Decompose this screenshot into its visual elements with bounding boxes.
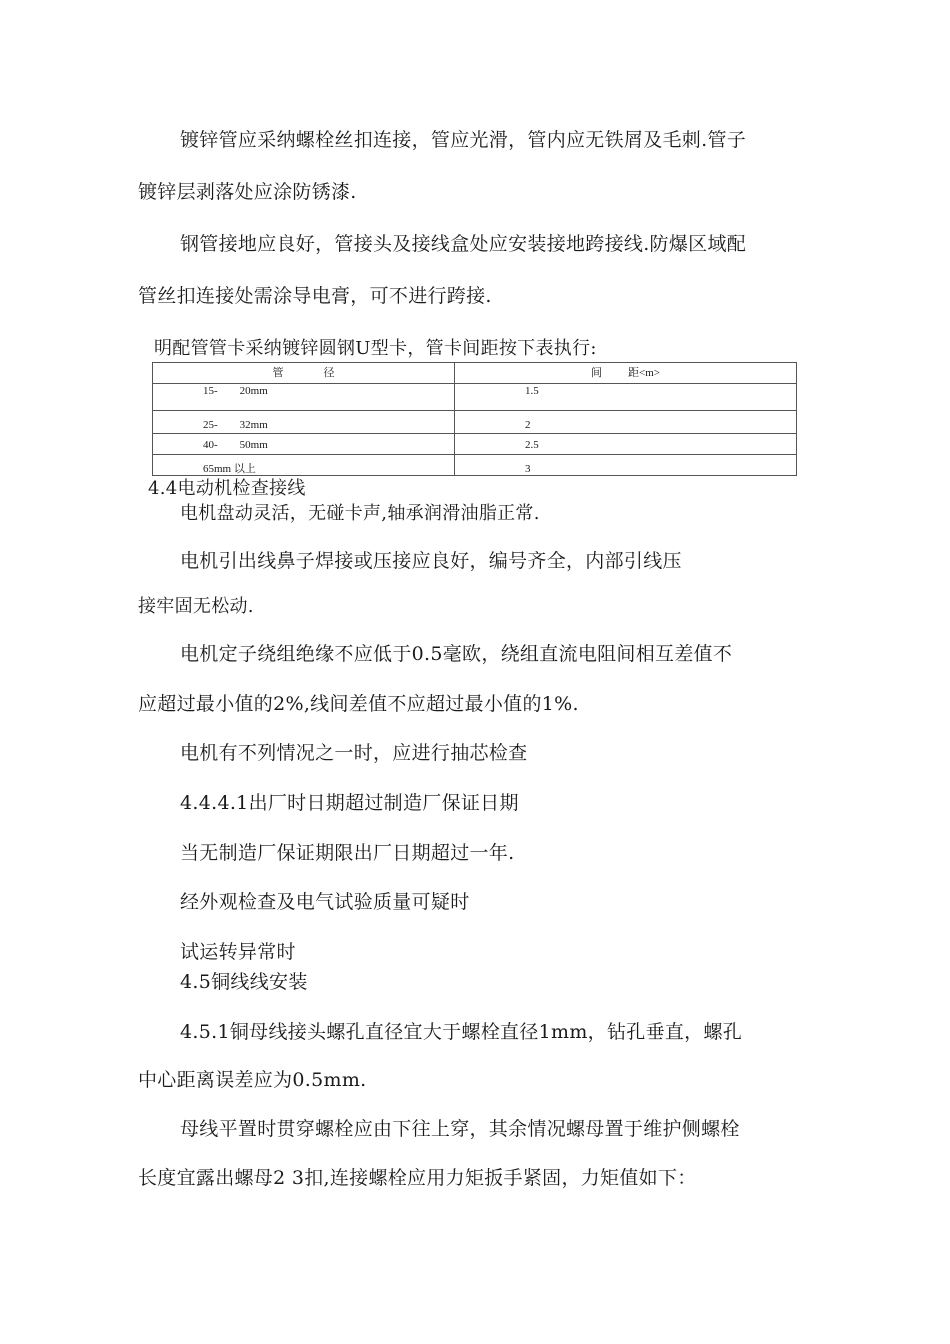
motor-line-6: 电机有不列情况之一时，应进行抽芯检查 [180, 742, 528, 764]
header-diameter-b: 径 [323, 367, 335, 379]
motor-line-5: 应超过最小值的2%,线间差值不应超过最小值的1%. [138, 693, 579, 715]
motor-line-4: 电机定子绕组绝缘不应低于0.5毫欧，绕组直流电阻间相互差值不 [180, 643, 733, 665]
table-row [153, 455, 797, 476]
table-cell-size: 65mm 以上 [153, 455, 455, 476]
table-header-diameter [153, 363, 455, 384]
motor-line-1: 电机盘动灵活，无碰卡声,轴承润滑油脂正常. [180, 503, 540, 524]
motor-line-10: 试运转异常时 [180, 941, 296, 963]
paragraph-galvanized-pipe-line1: 镀锌管应采纳螺栓丝扣连接，管应光滑，管内应无铁屑及毛刺.管子 [180, 129, 747, 151]
table-row [153, 411, 797, 434]
pipe-clamp-spacing-table [152, 362, 797, 476]
motor-line-7: 4.4.4.1出厂时日期超过制造厂保证日期 [180, 792, 519, 814]
paragraph-grounding-line2: 管丝扣连接处需涂导电膏，可不进行跨接. [138, 285, 492, 307]
busbar-line-4: 长度宜露出螺母2 3扣,连接螺栓应用力矩扳手紧固，力矩值如下： [138, 1167, 697, 1189]
table-cell-spacing: 2.5 [455, 434, 797, 455]
paragraph-galvanized-pipe-line2: 镀锌层剥落处应涂防锈漆. [138, 181, 357, 203]
busbar-line-1: 4.5.1铜母线接头螺孔直径宜大于螺栓直径1mm，钻孔垂直，螺孔 [180, 1021, 743, 1043]
table-cell-size: 25- 32mm [153, 411, 455, 434]
table-cell-spacing: 3 [455, 455, 797, 476]
section-4-5-heading: 4.5铜线线安装 [180, 971, 308, 993]
table-cell-spacing: 2 [455, 411, 797, 434]
table-header-spacing [455, 363, 797, 384]
busbar-line-2: 中心距离误差应为0.5mm. [138, 1069, 367, 1091]
table-cell-size: 15- 20mm [153, 384, 455, 411]
motor-line-9: 经外观检查及电气试验质量可疑时 [180, 891, 470, 913]
header-spacing-a: 间 [591, 367, 603, 379]
section-4-4-heading: 4.4电动机检查接线 [148, 478, 306, 499]
table-header-row [153, 363, 797, 384]
motor-line-8: 当无制造厂保证期限出厂日期超过一年. [180, 842, 515, 864]
motor-line-2: 电机引出线鼻子焊接或压接应良好，编号齐全，内部引线压 [180, 550, 682, 572]
header-diameter-a: 管 [272, 367, 284, 379]
table-cell-size: 40- 50mm [153, 434, 455, 455]
table-row [153, 384, 797, 411]
paragraph-pipe-clamp: 明配管管卡采纳镀锌圆钢U型卡，管卡间距按下表执行: [154, 338, 597, 359]
paragraph-grounding-line1: 钢管接地应良好，管接头及接线盒处应安装接地跨接线.防爆区域配 [180, 233, 747, 255]
table-row [153, 434, 797, 455]
motor-line-3: 接牢固无松动. [138, 596, 254, 617]
busbar-line-3: 母线平置时贯穿螺栓应由下往上穿，其余情况螺母置于维护侧螺栓 [180, 1118, 740, 1140]
header-spacing-b: 距<m> [628, 367, 660, 379]
table-cell-spacing: 1.5 [455, 384, 797, 411]
